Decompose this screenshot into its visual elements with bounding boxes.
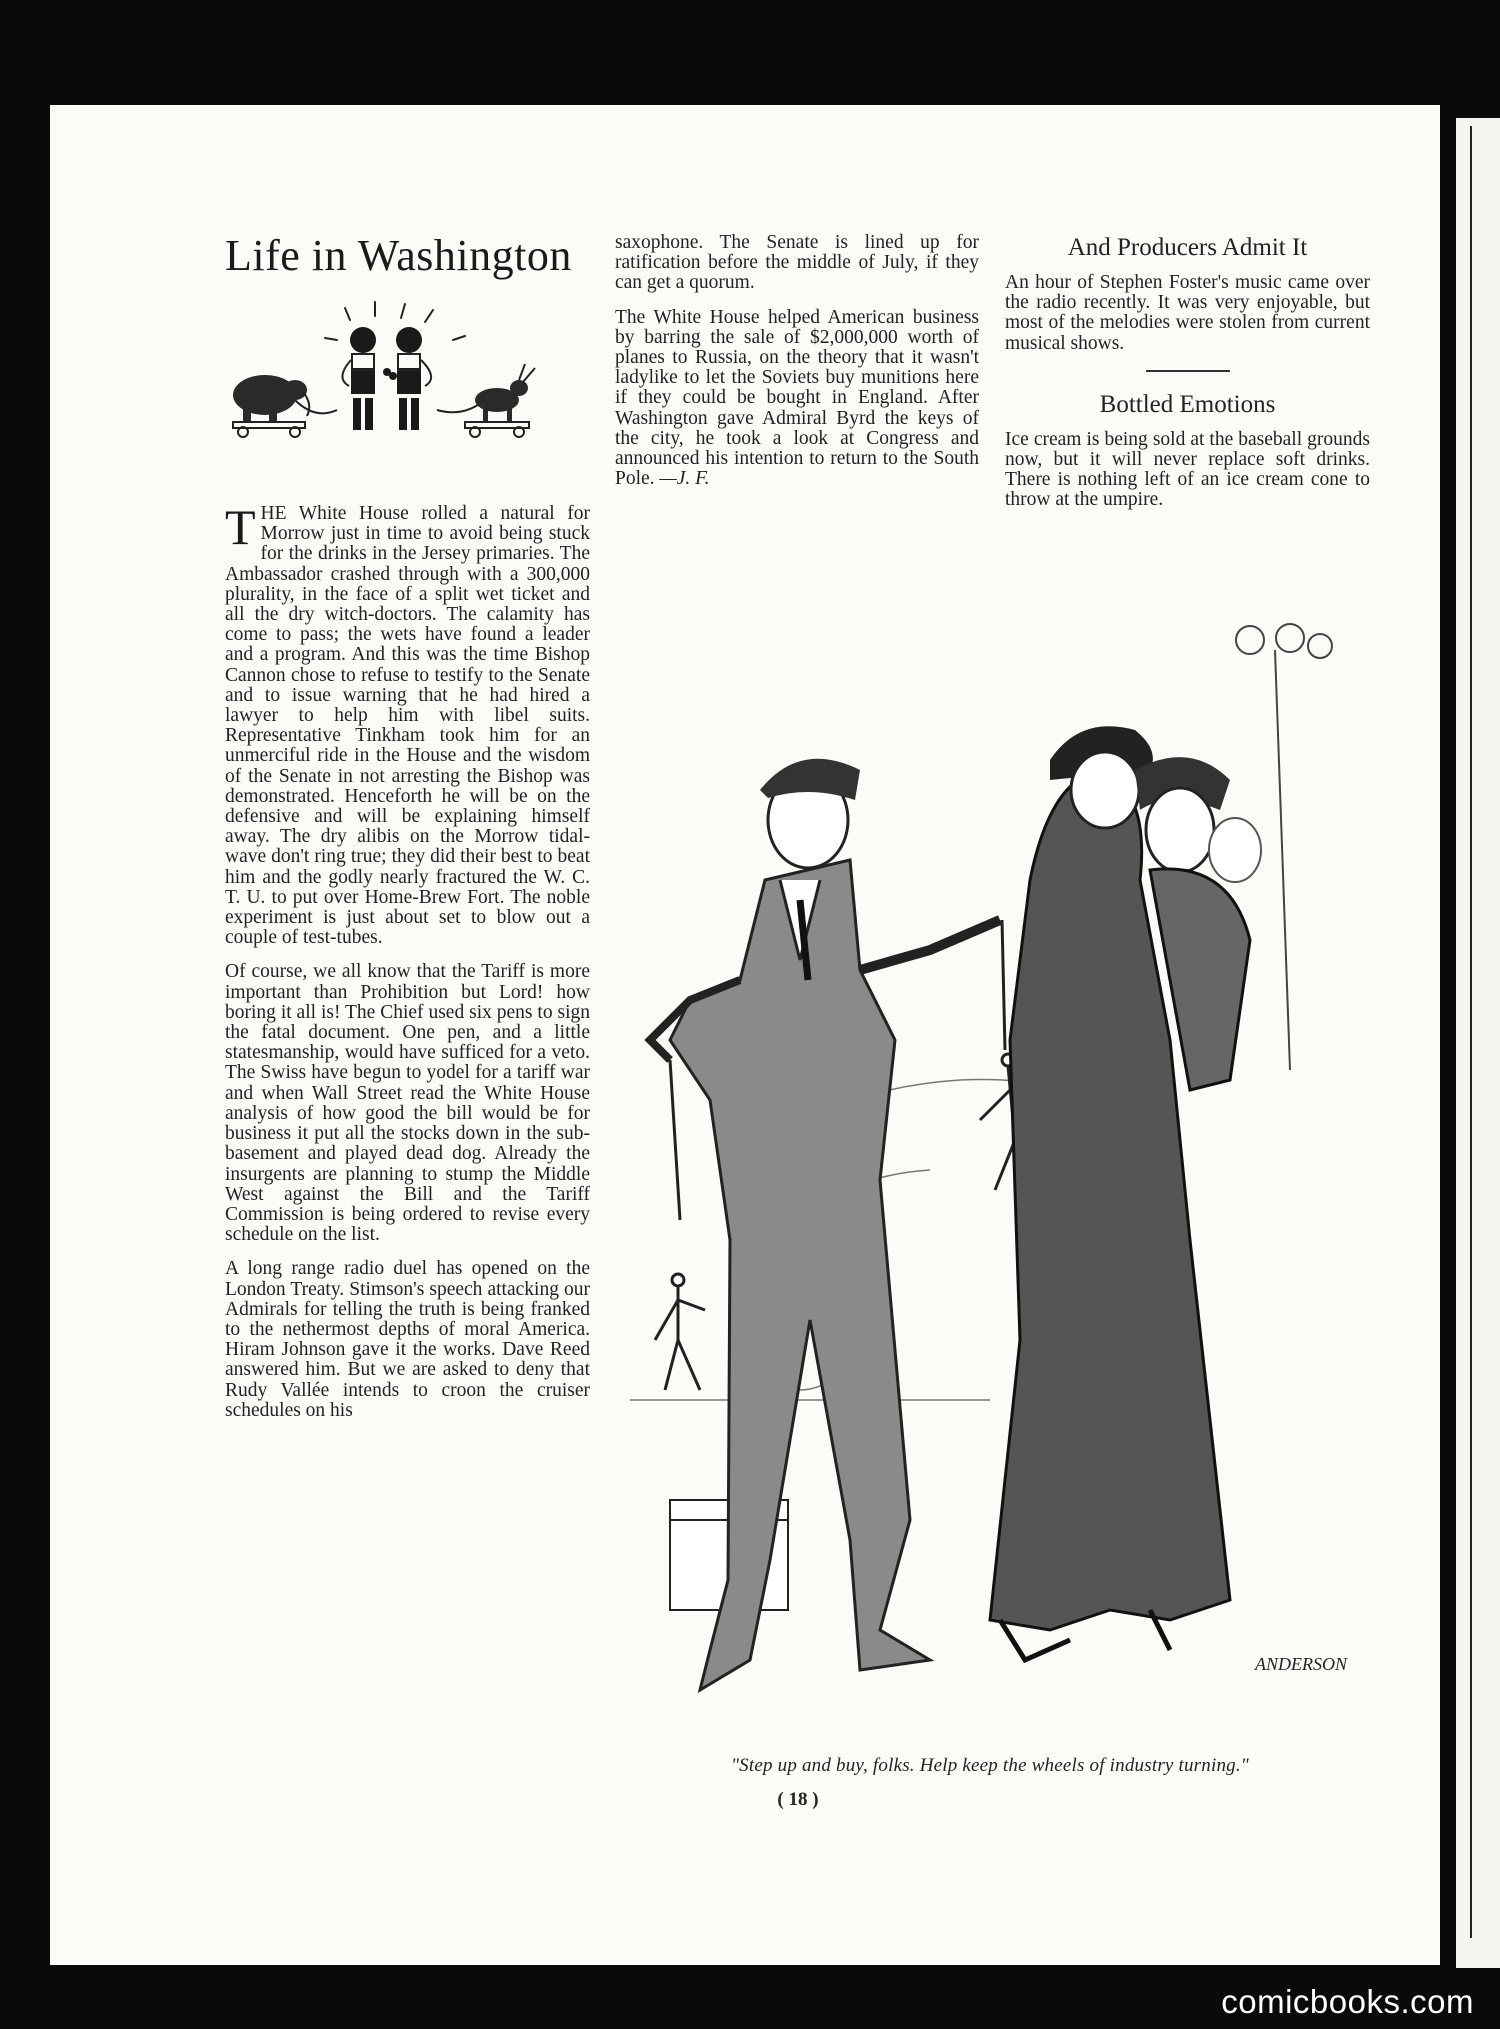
section-heading-producers: And Producers Admit It (1067, 234, 1308, 261)
cartoonist-signature: ANDERSON (1255, 1654, 1347, 1674)
cartoon-caption: "Step up and buy, folks. Help keep the wheels of industry turning." (730, 1755, 1249, 1776)
paragraph-1 (225, 499, 590, 949)
drop-cap: T (225, 499, 256, 555)
article-title: Life in Washington (225, 231, 572, 280)
street-vendor-cartoon (630, 620, 1375, 1780)
section-heading-bottled-emotions: Bottled Emotions (1099, 390, 1276, 418)
paragraph-5 (615, 308, 979, 490)
paragraph-7: Ice cream is being sold at the baseball grounds now, but it will never replace soft drinks. There is nothing left of an ice cream cone to throw at the umpire. (1005, 428, 1370, 511)
boxers-spot-illustration (225, 300, 590, 470)
facing-page-edge (1456, 118, 1500, 1968)
site-watermark: comicbooks.com (1221, 1983, 1474, 2020)
column-1-body (225, 499, 590, 1421)
paragraph-1-text: HE White House rolled a natural for Morrow just in time to avoid being stuck for the drinks in the Jersey primaries. The Ambassador crashed through with a 300,000 plurality, in the face of a split wet ticket and all the dry witch-doctors. The calamity has come to pass; the wets have found a leader and a program. And this was the time Bishop Cannon chose to refuse to testify to the Senate and to issue warning that he had hired a lawyer to help him with libel suits. Representative Tinkham took him for an unmerciful ride in the House and the wisdom of the Senate in not arresting the Bishop was demonstrated. Henceforth he will be on the defensive and will be explaining himself away. The dry alibis on the Morrow tidal-wave don't ring true; they did their best to beat him and the godly nearly fractured the W. C. T. U. to put over Home-Brew Fort. The noble experiment is just about set to blow out a couple of test-tubes. (225, 503, 590, 949)
page-number: ( 18 ) (777, 1789, 819, 1810)
paragraph-3: A long range radio duel has opened on the London Treaty. Stimson's speech attacking our Admirals for telling the truth is being franked to the nethermost depths of moral America. Hiram Johnson gave it the works. Dave Reed answered him. But we are asked to deny that Rudy Vallée intends to croon the cruiser schedules on his (225, 1258, 590, 1421)
paragraph-2: Of course, we all know that the Tariff is more important than Prohibition but Lord! how boring it all is! The Chief used six pens to sign the fatal document. One pen, and a little statesmanship, would have sufficed for a veto. The Swiss have begun to yodel for a tariff war and when Wall Street read the White House analysis of how good the bill would be for business it put all the stocks down in the sub-basement and played dead dog. Already the insurgents are planning to stump the Middle West against the Bill and the Tariff Commission is being ordered to revise every schedule on the list. (225, 961, 590, 1246)
author-byline: —J. F. (659, 468, 710, 490)
paragraph-5-text: The White House helped American business by barring the sale of $2,000,000 worth of planes to Russia, on the theory that it wasn't ladylike to let the Soviets buy munitions here if they could be bought in England. After Washington gave Admiral Byrd the keys of the city, he took a look at Congress and announced his intention to return to the South Pole. (615, 306, 979, 490)
facing-page-rule (1470, 126, 1472, 1938)
column-3 (1005, 233, 1370, 525)
section-divider (1146, 370, 1230, 372)
paragraph-6: An hour of Stephen Foster's music came over the radio recently. It was very enjoyable, but most of the melodies were stolen from current musical shows. (1005, 272, 1370, 354)
paragraph-4: saxophone. The Senate is lined up for ratification before the middle of July, if they can get a quorum. (615, 232, 979, 294)
column-2 (615, 233, 979, 503)
